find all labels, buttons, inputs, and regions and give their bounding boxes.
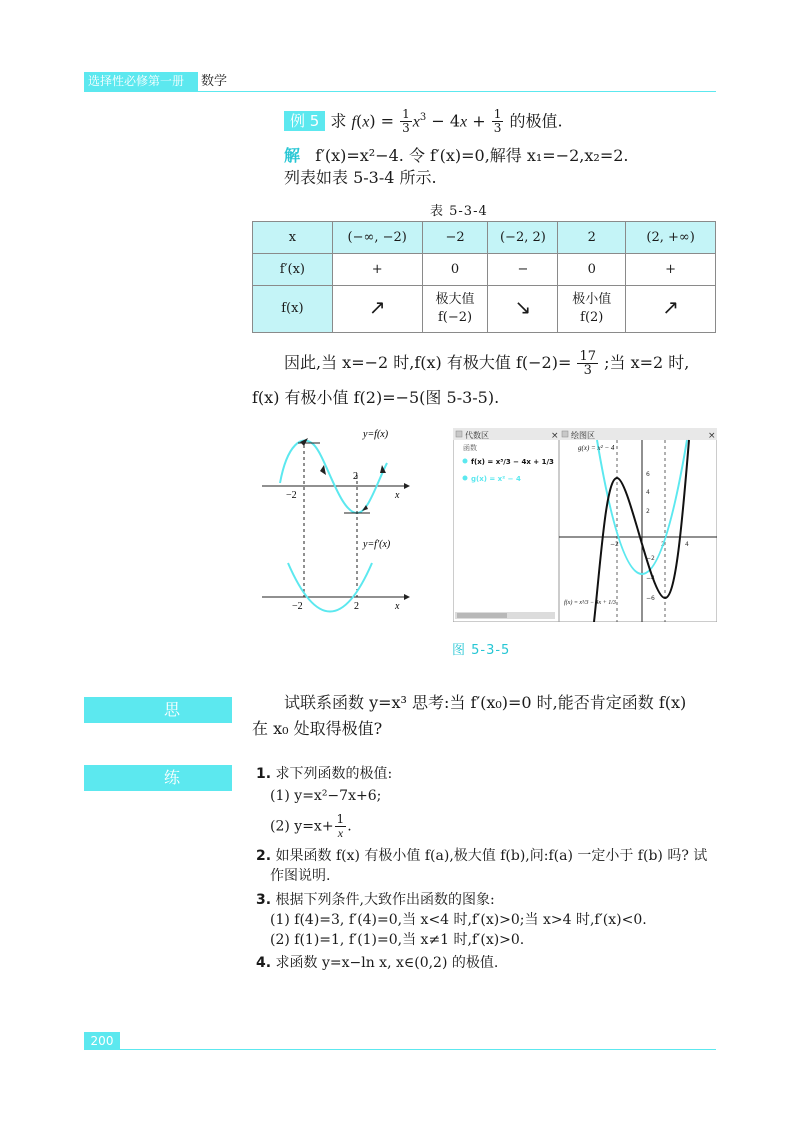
conclusion-line2: f(x) 有极小值 f(2)=−5(图 5-3-5). (252, 388, 500, 407)
table-row (253, 222, 716, 254)
table-cell (422, 286, 488, 333)
exercise-number: 4. (256, 955, 272, 971)
tick-x: 2 (661, 541, 665, 548)
derivative-expr: f′(x)=x²−4. (315, 146, 404, 165)
solution-line1 (284, 145, 629, 167)
min-value: f(2) (580, 310, 604, 325)
functions-label: 函数 (463, 444, 477, 452)
example-tag: 例 5 (284, 111, 325, 131)
max-value: f(−2) (437, 310, 473, 325)
conclusion-line1 (284, 350, 689, 377)
tick-neg2: −2 (292, 601, 303, 612)
g-label: g(x) = x² − 4 (578, 444, 615, 452)
close-icon[interactable]: × (708, 431, 716, 441)
increasing-arrow-icon: ↗ (626, 286, 716, 333)
scrollbar-thumb[interactable] (457, 613, 507, 618)
visibility-dot-icon[interactable] (463, 476, 468, 481)
table-cell: 0 (422, 254, 488, 286)
curve-arrow-icon (300, 438, 308, 446)
figure-caption: 图 5-3-5 (452, 643, 511, 658)
exercise-text: 求下列函数的极值: (275, 766, 393, 782)
exercise-3 (256, 890, 495, 910)
page-number: 200 (84, 1032, 120, 1050)
tick-y: 6 (646, 471, 650, 478)
table-cell: 2 (558, 222, 626, 254)
exercise-3a: (1) f(4)=3, f′(4)=0,当 x<4 时,f′(x)>0;当 x>4 时,f′(x)<0. (270, 912, 647, 928)
f-label: f(x) = x³/3 − 4x + 1/3 (564, 600, 616, 606)
practice-label: 练习 (84, 765, 232, 791)
table-cell: + (626, 254, 716, 286)
exercise-number: 3. (256, 892, 272, 908)
exercise-text: 根据下列条件,大致作出函数的图象: (275, 892, 495, 908)
max-label: 极大值 (435, 292, 475, 307)
exercise-text: 如果函数 f(x) 有极小值 f(a),极大值 f(b),问:f(a) 一定小于 f(b) 吗? 试 (275, 848, 708, 864)
visibility-dot-icon[interactable] (463, 459, 468, 464)
exercise-number: 1. (256, 766, 272, 782)
increasing-arrow-icon: ↗ (332, 286, 422, 333)
table-cell: −2 (422, 222, 488, 254)
table-cell (558, 286, 626, 333)
tick-y: −6 (646, 595, 655, 602)
question-pre: 求 (330, 111, 347, 131)
tick-y: 4 (646, 489, 650, 496)
table-cell: + (332, 254, 422, 286)
table-cell: (−2, 2) (488, 222, 558, 254)
solution-tag: 解 (284, 146, 301, 165)
example-question: 例 5 求 f(x) = $\frac{1}{3}$ $x^3 - 4x$ + $\frac{1}{3}$ 的极值. (284, 107, 563, 135)
left-figure (262, 425, 412, 625)
exercise-text: 求函数 y=x−ln x, x∈(0,2) 的极值. (275, 955, 499, 971)
critical-points: 令 f′(x)=0,解得 x₁=−2,x₂=2. (408, 146, 629, 165)
tick-y: 2 (646, 508, 650, 515)
header-rule (84, 91, 716, 92)
solution-line2: 列表如表 5-3-4 所示. (284, 168, 437, 187)
think-line1: 试联系函数 y=x³ 思考:当 f′(x₀)=0 时,能否肯定函数 f(x) (284, 693, 687, 712)
top-x-arrow-icon (404, 483, 410, 489)
table-cell: (−∞, −2) (332, 222, 422, 254)
f-definition: f(x) = x³/3 − 4x + 1/3 (471, 458, 554, 466)
bottom-x-arrow-icon (404, 594, 410, 600)
x-label: x (395, 490, 400, 501)
window-icon (562, 431, 568, 437)
exercise-2 (256, 846, 707, 866)
label-fpx: y=f′(x) (363, 539, 391, 550)
frac-numerator: 17 (579, 349, 597, 364)
table-cell: 0 (558, 254, 626, 286)
tick-neg2: −2 (286, 490, 297, 501)
exercise-2b: 作图说明. (270, 868, 331, 884)
table-cell: f(x) (253, 286, 333, 333)
tick-y: −4 (646, 575, 655, 582)
decreasing-arrow-icon: ↘ (488, 286, 558, 333)
x-label: x (395, 601, 400, 612)
subject-header: 数学 (201, 74, 228, 89)
close-icon[interactable]: × (551, 431, 559, 441)
question-post: 的极值. (509, 111, 563, 131)
label-fx: y=f(x) (363, 429, 389, 440)
tick-2: 2 (354, 601, 359, 612)
sign-table (252, 221, 716, 333)
g-definition: g(x) = x² − 4 (471, 475, 521, 483)
frac-denominator: 3 (583, 363, 592, 378)
graphics-title: 绘图区 (571, 431, 595, 440)
table-row (253, 254, 716, 286)
cubic-curve (280, 441, 387, 513)
footer-rule (120, 1049, 716, 1050)
table-row (253, 286, 716, 333)
tick-y: −2 (646, 555, 655, 562)
conclusion-pre: 因此,当 x=−2 时,f(x) 有极大值 f(−2)= (284, 353, 572, 372)
min-label: 极小值 (572, 292, 612, 307)
conclusion-post: ;当 x=2 时, (604, 353, 690, 372)
tick-x: 4 (685, 541, 689, 548)
table-cell: (2, +∞) (626, 222, 716, 254)
table-cell: x (253, 222, 333, 254)
exercise-1 (256, 764, 392, 784)
table-cell: f′(x) (253, 254, 333, 286)
table-caption: 表 5-3-4 (430, 204, 488, 219)
exercise-3b: (2) f(1)=1, f′(1)=0,当 x≠1 时,f′(x)>0. (270, 932, 525, 948)
think-line2: 在 x₀ 处取得极值? (252, 719, 383, 738)
exercise-1b: (2) y=x+ $\frac{1}{x}$ . (270, 812, 352, 840)
algebra-title: 代数区 (465, 431, 489, 440)
exercise-1a: (1) y=x²−7x+6; (270, 788, 382, 804)
tick-2: 2 (353, 471, 358, 482)
series-header: 选择性必修第一册 (84, 72, 198, 91)
table-cell: − (488, 254, 558, 286)
exercise-number: 2. (256, 848, 272, 864)
software-screenshot (453, 428, 717, 622)
think-label: 思考 (84, 697, 232, 723)
exercise-text: (2) y=x+ (270, 818, 334, 835)
window-icon (456, 431, 462, 437)
tick-x: −2 (610, 541, 619, 548)
exercise-4 (256, 953, 498, 973)
